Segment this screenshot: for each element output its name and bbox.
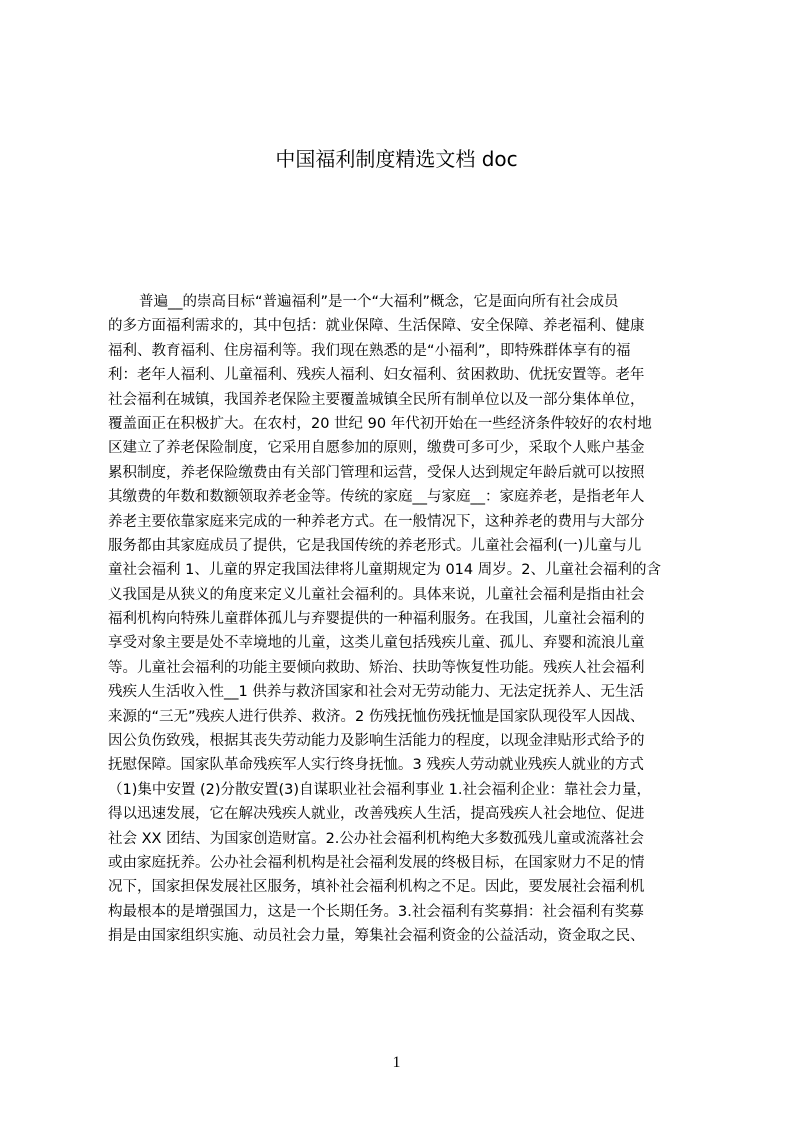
text-line: 社会 XX 团结、为国家创造财富。2.公办社会福利机构绝大多数孤残儿童或流落社会 <box>108 830 644 847</box>
text-line: 义我国是从狭义的角度来定义儿童社会福利的。具体来说，儿童社会福利是指由社会 <box>108 586 645 603</box>
text-line: 等。儿童社会福利的功能主要倾向救助、矫治、扶助等恢复性功能。残疾人社会福利 <box>108 659 645 676</box>
text-line: 享受对象主要是处不幸境地的儿童，这类儿童包括残疾儿童、孤儿、弃婴和流浪儿童 <box>108 635 645 652</box>
text-line: 区建立了养老保险制度，它采用自愿参加的原则，缴费可多可少，采取个人账户基金 <box>108 440 645 457</box>
text-line: 残疾人生活收入性__1 供养与救济国家和社会对无劳动能力、无法定抚养人、无生活 <box>108 684 644 701</box>
text-line: 构最根本的是增强国力，这是一个长期任务。3.社会福利有奖募捐：社会福利有奖募 <box>108 903 644 920</box>
text-line: 福利机构向特殊儿童群体孤儿与弃婴提供的一种福利服务。在我国，儿童社会福利的 <box>108 611 645 628</box>
text-line: 因公负伤致残，根据其丧失劳动能力及影响生活能力的程度，以现金津贴形式给予的 <box>108 733 645 750</box>
text-line: 或由家庭抚养。公办社会福利机构是社会福利发展的终极目标，在国家财力不足的情 <box>108 854 645 871</box>
text-line: 其缴费的年数和数额领取养老金等。传统的家庭__与家庭__：家庭养老，是指老年人 <box>108 489 645 506</box>
document-title: 中国福利制度精选文档 doc <box>275 147 518 171</box>
text-line: 的多方面福利需求的，其中包括：就业保障、生活保障、安全保障、养老福利、健康 <box>108 318 645 335</box>
text-line: 捐是由国家组织实施、动员社会力量，筹集社会福利资金的公益活动，资金取之民、 <box>108 928 645 945</box>
text-line: 得以迅速发展，它在解决残疾人就业，改善残疾人生活，提高残疾人社会地位、促进 <box>108 806 645 823</box>
text-line: 普遍__的崇高目标“普遍福利”是一个“大福利”概念，它是面向所有社会成员 <box>139 294 619 310</box>
text-line: 养老主要依靠家庭来完成的一种养老方式。在一般情况下，这种养老的费用与大部分 <box>108 513 645 530</box>
text-line: 社会福利在城镇，我国养老保险主要覆盖城镇全民所有制单位以及一部分集体单位， <box>108 391 645 408</box>
text-line: 况下，国家担保发展社区服务，填补社会福利机构之不足。因此，要发展社会福利机 <box>108 879 645 896</box>
text-line: 福利、教育福利、住房福利等。我们现在熟悉的是“小福利”，即特殊群体享有的福 <box>108 342 631 359</box>
text-line: 累积制度，养老保险缴费由有关部门管理和运营，受保人达到规定年龄后就可以按照 <box>108 464 645 481</box>
text-line: 抚慰保障。国家队革命残疾军人实行终身抚恤。3 残疾人劳动就业残疾人就业的方式 <box>108 757 644 774</box>
text-line: 利：老年人福利、儿童福利、残疾人福利、妇女福利、贫困救助、优抚安置等。老年 <box>108 367 645 384</box>
page-number: 1 <box>392 1054 401 1071</box>
body-paragraph <box>108 290 698 949</box>
text-line: 服务都由其家庭成员了提供，它是我国传统的养老形式。儿童社会福利(一)儿童与儿 <box>108 537 642 554</box>
text-line: 来源的“三无”残疾人进行供养、救济。2 伤残抚恤伤残抚恤是国家队现役军人因战、 <box>108 708 645 725</box>
text-line: （1)集中安置 (2)分散安置(3)自谋职业社会福利事业 1.社会福利企业：靠社会力量， <box>108 781 652 798</box>
text-line: 覆盖面正在积极扩大。在农村，20 世纪 90 年代初开始在一些经济条件较好的农村地 <box>108 415 652 432</box>
text-line: 童社会福利 1、儿童的界定我国法律将儿童期规定为 014 周岁。2、儿童社会福利的含 <box>108 562 661 579</box>
